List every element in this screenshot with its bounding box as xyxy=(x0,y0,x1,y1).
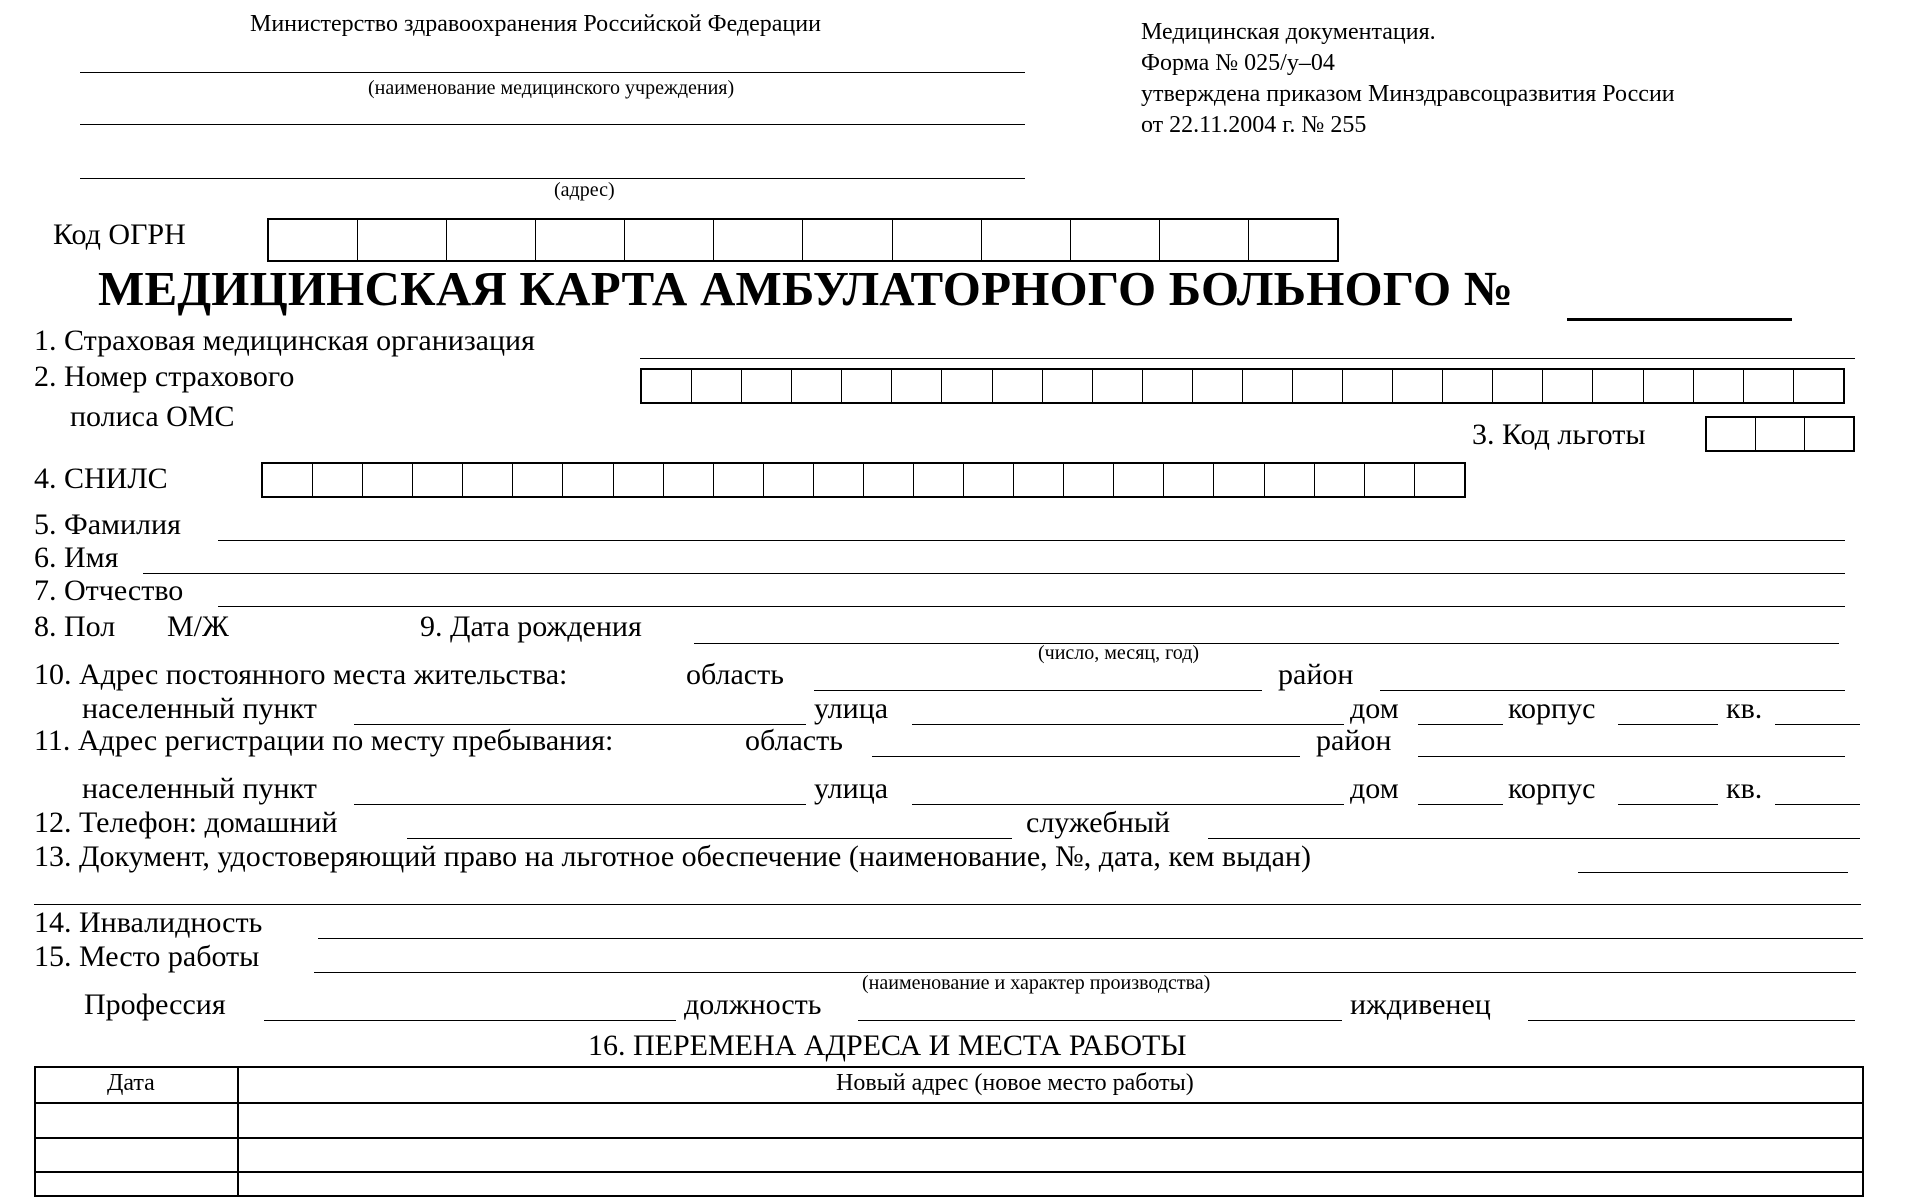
permanent-region-line[interactable] xyxy=(814,690,1262,691)
ogrn-code-boxes[interactable] xyxy=(267,218,1339,262)
ogrn-cell xyxy=(1160,220,1249,260)
card-number-line[interactable] xyxy=(1567,318,1792,321)
institution-name-caption: (наименование медицинского учреждения) xyxy=(368,77,735,99)
work-phone-line[interactable] xyxy=(1208,838,1860,839)
insurer-label: 1. Страховая медицинская организация xyxy=(34,324,535,357)
registration-district-line[interactable] xyxy=(1418,756,1845,757)
ogrn-cell xyxy=(447,220,536,260)
surname-label: 5. Фамилия xyxy=(34,508,181,541)
changes-section-title: 16. ПЕРЕМЕНА АДРЕСА И МЕСТА РАБОТЫ xyxy=(588,1029,1187,1062)
registration-house-line[interactable] xyxy=(1418,804,1503,805)
ogrn-cell xyxy=(714,220,803,260)
permanent-region-label: область xyxy=(686,658,784,691)
benefit-document-line[interactable] xyxy=(1578,872,1848,873)
registration-house-label: дом xyxy=(1350,772,1399,805)
ogrn-cell xyxy=(536,220,625,260)
registration-region-line[interactable] xyxy=(872,756,1300,757)
ogrn-label: Код ОГРН xyxy=(53,218,186,251)
birth-date-line[interactable] xyxy=(694,643,1839,644)
ogrn-cell xyxy=(1071,220,1160,260)
table-row[interactable] xyxy=(36,1139,1862,1170)
permanent-district-label: район xyxy=(1278,658,1354,691)
disability-label: 14. Инвалидность xyxy=(34,906,263,939)
document-title: МЕДИЦИНСКАЯ КАРТА АМБУЛАТОРНОГО БОЛЬНОГО № xyxy=(98,261,1514,316)
name-label: 6. Имя xyxy=(34,541,119,574)
benefit-document-line-2[interactable] xyxy=(34,904,1861,905)
registration-address-label: 11. Адрес регистрации по месту пребывания: xyxy=(34,724,614,757)
permanent-settlement-label: населенный пункт xyxy=(82,692,317,725)
snils-label: 4. СНИЛС xyxy=(34,462,168,495)
permanent-house-label: дом xyxy=(1350,692,1399,725)
institution-name-line[interactable] xyxy=(80,72,1025,73)
work-phone-label: служебный xyxy=(1026,806,1171,839)
address-line[interactable] xyxy=(80,178,1025,179)
changes-col-date: Дата xyxy=(107,1070,155,1096)
insurer-line[interactable] xyxy=(640,358,1855,359)
form-number: Форма № 025/у–04 xyxy=(1141,50,1335,76)
surname-line[interactable] xyxy=(218,540,1845,541)
registration-district-label: район xyxy=(1316,724,1392,757)
workplace-caption: (наименование и характер производства) xyxy=(862,972,1211,994)
table-row[interactable] xyxy=(36,1173,1862,1195)
registration-building-line[interactable] xyxy=(1618,804,1718,805)
permanent-street-label: улица xyxy=(814,692,889,725)
dependent-label: иждивенец xyxy=(1350,988,1491,1021)
home-phone-label: 12. Телефон: домашний xyxy=(34,806,338,839)
dependent-line[interactable] xyxy=(1528,1020,1855,1021)
benefit-document-label: 13. Документ, удостоверяющий право на льготное обеспечение (наименование, №, дата, кем выдан) xyxy=(34,840,1311,873)
permanent-district-line[interactable] xyxy=(1380,690,1845,691)
permanent-building-line[interactable] xyxy=(1618,724,1718,725)
doc-type-label: Медицинская документация. xyxy=(1141,19,1436,45)
policy-label-line1: 2. Номер страхового xyxy=(34,360,295,393)
registration-street-line[interactable] xyxy=(912,804,1344,805)
registration-street-label: улица xyxy=(814,772,889,805)
approval-order: утверждена приказом Минздравсоцразвития России xyxy=(1141,81,1675,107)
ogrn-cell xyxy=(893,220,982,260)
permanent-house-line[interactable] xyxy=(1418,724,1503,725)
registration-settlement-label: населенный пункт xyxy=(82,772,317,805)
workplace-label: 15. Место работы xyxy=(34,940,260,973)
sex-label: 8. Пол xyxy=(34,610,116,643)
ogrn-cell xyxy=(1249,220,1337,260)
snils-boxes[interactable] xyxy=(261,462,1466,498)
ogrn-cell xyxy=(358,220,447,260)
permanent-street-line[interactable] xyxy=(912,724,1344,725)
registration-settlement-line[interactable] xyxy=(354,804,806,805)
registration-apartment-line[interactable] xyxy=(1775,804,1860,805)
policy-label-line2: полиса ОМС xyxy=(70,400,235,433)
name-line[interactable] xyxy=(143,573,1845,574)
approval-date: от 22.11.2004 г. № 255 xyxy=(1141,112,1367,138)
profession-label: Профессия xyxy=(84,988,226,1021)
birth-date-label: 9. Дата рождения xyxy=(420,610,642,643)
benefit-code-boxes[interactable] xyxy=(1705,416,1855,452)
address-caption: (адрес) xyxy=(554,179,615,201)
permanent-address-label: 10. Адрес постоянного места жительства: xyxy=(34,658,568,691)
position-line[interactable] xyxy=(858,1020,1342,1021)
profession-line[interactable] xyxy=(264,1020,676,1021)
permanent-building-label: корпус xyxy=(1508,692,1596,725)
permanent-apartment-line[interactable] xyxy=(1775,724,1860,725)
patronymic-label: 7. Отчество xyxy=(34,574,184,607)
ogrn-cell xyxy=(803,220,892,260)
birth-date-caption: (число, месяц, год) xyxy=(1038,642,1200,664)
registration-region-label: область xyxy=(745,724,843,757)
position-label: должность xyxy=(684,988,822,1021)
policy-number-boxes[interactable] xyxy=(640,368,1845,404)
institution-name-line-2[interactable] xyxy=(80,124,1025,125)
registration-apartment-label: кв. xyxy=(1726,772,1763,805)
ogrn-cell xyxy=(982,220,1071,260)
ministry-name: Министерство здравоохранения Российской Федерации xyxy=(250,11,821,37)
disability-line[interactable] xyxy=(318,938,1863,939)
benefit-code-label: 3. Код льготы xyxy=(1472,418,1646,451)
registration-building-label: корпус xyxy=(1508,772,1596,805)
changes-col-address: Новый адрес (новое место работы) xyxy=(836,1070,1194,1096)
home-phone-line[interactable] xyxy=(407,838,1012,839)
permanent-apartment-label: кв. xyxy=(1726,692,1763,725)
patronymic-line[interactable] xyxy=(218,606,1845,607)
ogrn-cell xyxy=(269,220,358,260)
table-row[interactable] xyxy=(36,1104,1862,1136)
sex-options[interactable]: М/Ж xyxy=(167,610,229,643)
ogrn-cell xyxy=(625,220,714,260)
